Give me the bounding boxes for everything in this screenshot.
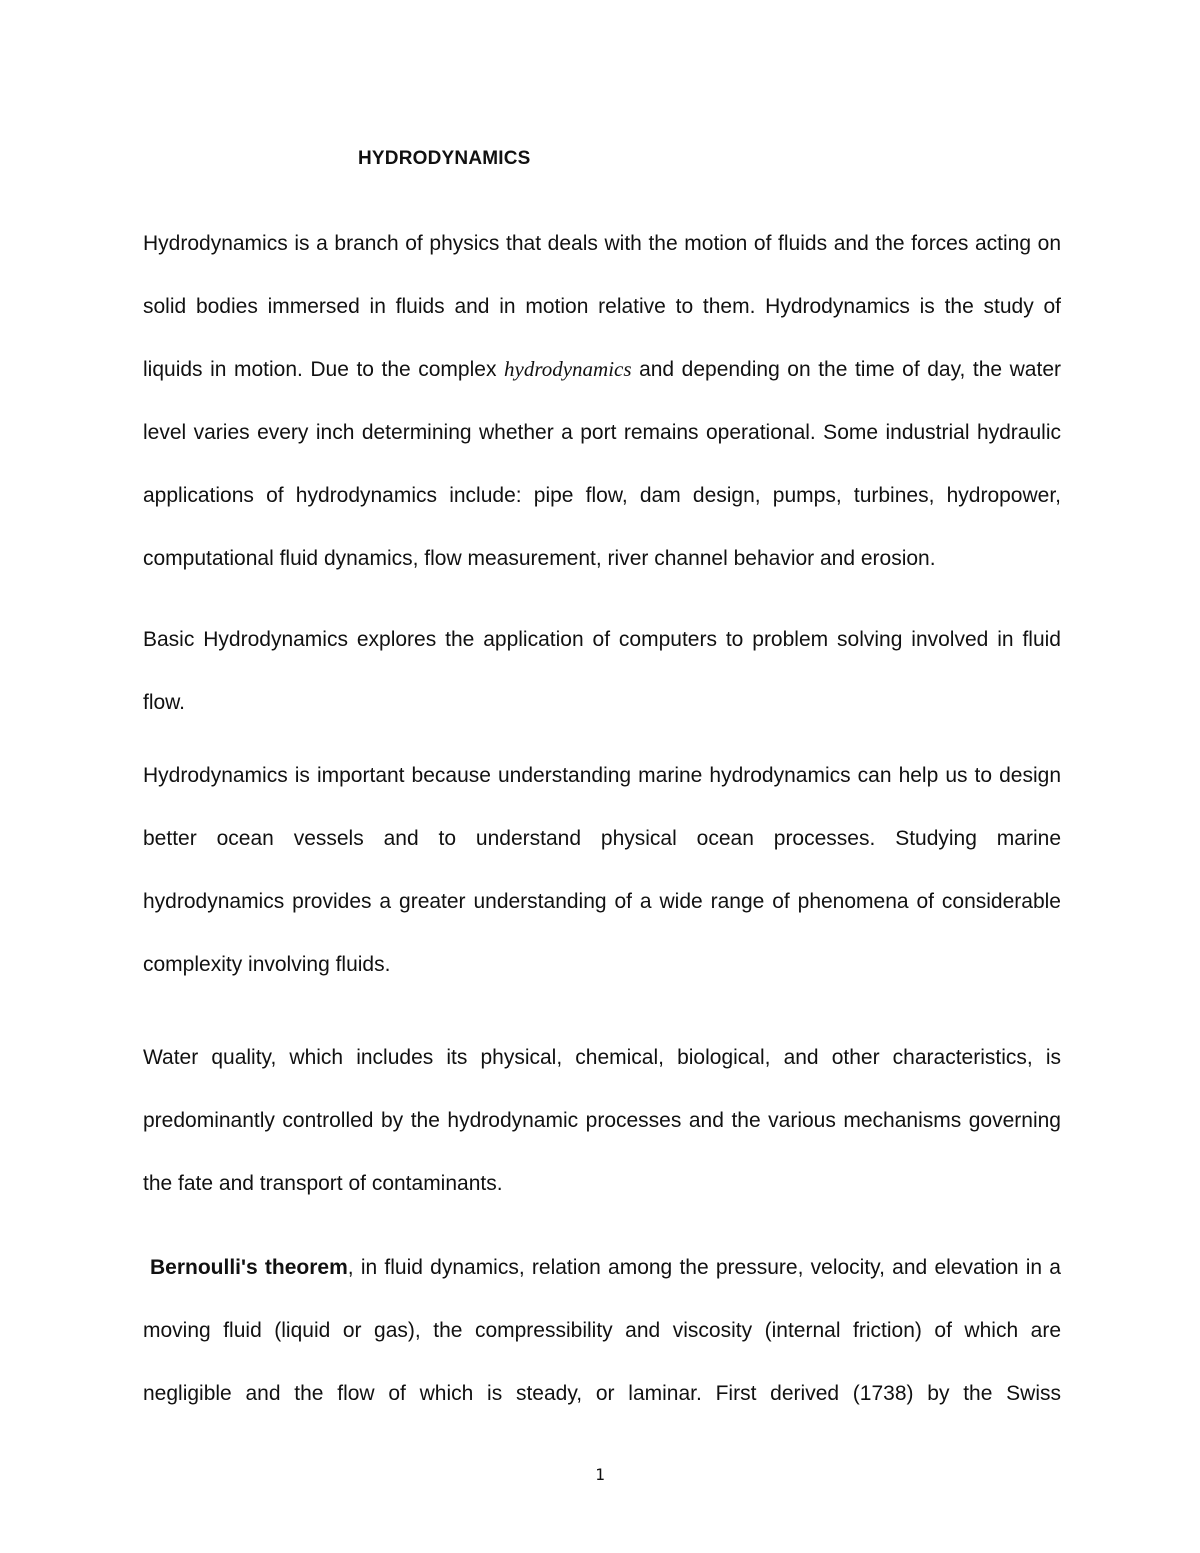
- paragraph-definition: [143, 212, 1061, 590]
- italic-term: hydrodynamics: [504, 357, 632, 381]
- paragraph-basic-hydrodynamics: Basic Hydrodynamics explores the application of computers to problem solving involved in fluid flow.: [143, 628, 1061, 714]
- page-number: 1: [595, 1465, 605, 1484]
- paragraph-definition-text-1: Hydrodynamics is a branch of physics that deals with the motion of fluids and the forces acting on solid bodies immersed in fluids and in motion relative to them. Hydrodynamics is the study of liquids in motion. Due to the complex: [143, 232, 1061, 381]
- document-title: HYDRODYNAMICS: [358, 148, 531, 169]
- paragraph-importance: Hydrodynamics is important because understanding marine hydrodynamics can help us to design better ocean vessels and to understand physical ocean processes. Studying marine hydrodynamics provides a greater understanding of a wide range of phenomena of considerable complexity involving fluids.: [143, 764, 1061, 976]
- bernoulli-term: Bernoulli's theorem: [150, 1256, 348, 1279]
- paragraph-bernoulli-text: , in fluid dynamics, relation among the pressure, velocity, and elevation in a moving fluid (liquid or gas), the compressibility and viscosity (internal friction) of which are negligible and the flow of which is steady, or laminar. First derived (1738) by the Swiss: [143, 1256, 1061, 1405]
- paragraph-bernoulli: [143, 1236, 1061, 1425]
- paragraph-definition-text-2: and depending on the time of day, the water level varies every inch determining whether a port remains operational. Some industrial hydraulic applications of hydrodynamics include: pipe flow, dam design, pumps, turbines, hydropower, computational fluid dynamics, flow measurement, river channel behavior and erosion.: [143, 358, 1061, 570]
- paragraph-water-quality: Water quality, which includes its physical, chemical, biological, and other characteristics, is predominantly controlled by the hydrodynamic processes and the various mechanisms governing the fate and transport of contaminants.: [143, 1046, 1061, 1195]
